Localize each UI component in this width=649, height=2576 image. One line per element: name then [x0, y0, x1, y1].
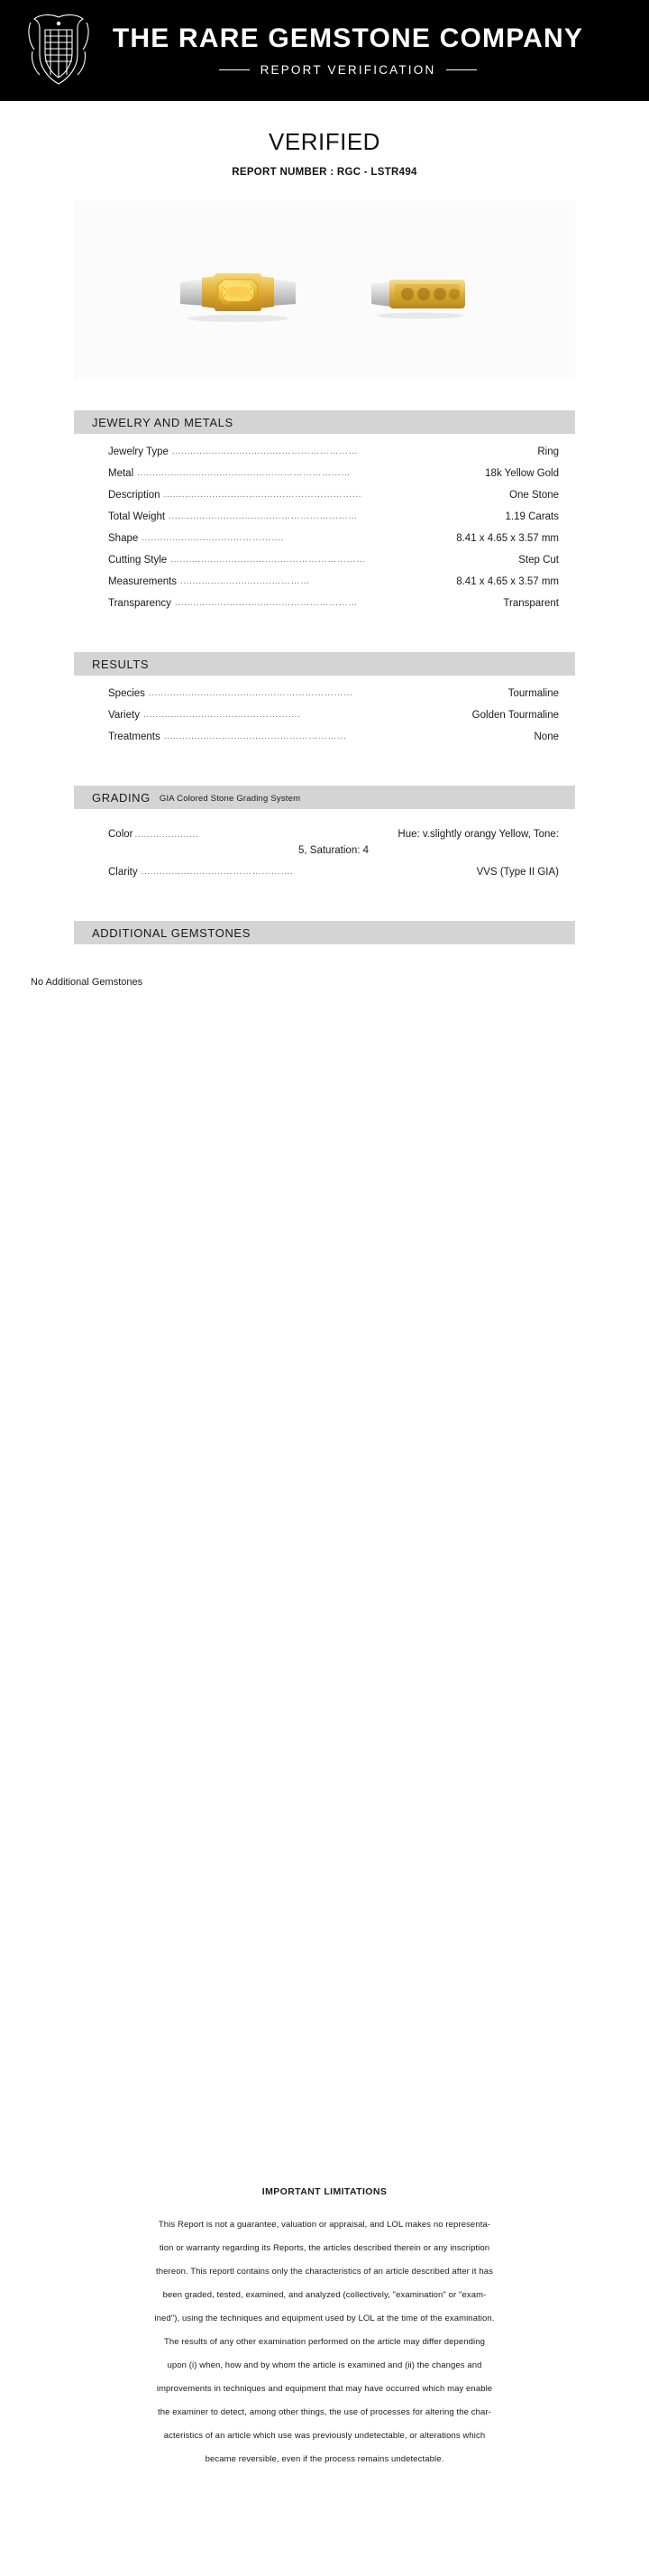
table-row: [74, 688, 575, 710]
table-row-clarity: [74, 867, 575, 888]
section-header-results: [74, 652, 575, 676]
heraldic-crest-icon: [23, 12, 94, 89]
rule-right: [446, 69, 477, 70]
limitations-line: became reversible, even if the process remains undetectable.: [205, 2454, 444, 2464]
row-dots: .....................................……………………: [169, 511, 358, 521]
row-label: Variety: [108, 710, 140, 721]
limitations-line: the examiner to detect, among other things, the use of processes for altering the char-: [158, 2407, 491, 2417]
header-subtitle-label: REPORT VERIFICATION: [260, 63, 436, 78]
results-rows: [74, 676, 575, 753]
spacer: [74, 620, 575, 652]
limitations-line: upon (i) when, how and by whom the article is examined and (ii) the changes and: [167, 2360, 482, 2370]
row-label: Species: [108, 688, 145, 699]
table-row: [74, 490, 575, 511]
verification-status-block: [0, 101, 649, 178]
table-row: [74, 533, 575, 555]
row-value: 8.41 x 4.65 x 3.57 mm: [456, 533, 559, 544]
section-title: GRADING: [92, 790, 151, 805]
table-row: [74, 576, 575, 598]
row-label: Shape: [108, 533, 139, 544]
table-row: [74, 468, 575, 490]
row-value: 18k Yellow Gold: [485, 468, 559, 479]
row-label: Color: [108, 829, 133, 840]
section-title: RESULTS: [92, 657, 150, 671]
table-row: [74, 511, 575, 533]
spacer: [74, 856, 575, 867]
limitations-line: This Report is not a guarantee, valuation or appraisal, and LOL makes no representa-: [158, 2220, 491, 2230]
row-label: Cutting Style: [108, 555, 168, 566]
row-value: 8.41 x 4.65 x 3.57 mm: [456, 576, 559, 587]
limitations-title: IMPORTANT LIMITATIONS: [261, 2186, 388, 2197]
header-subtitle: [106, 63, 590, 77]
row-value: Hue: v.slightly orangy Yellow, Tone:: [398, 829, 559, 840]
report-body: [31, 380, 575, 988]
table-row: [74, 598, 575, 620]
spacer: [74, 753, 575, 786]
row-value: Tourmaline: [507, 688, 559, 699]
report-header: [0, 0, 649, 101]
row-value: Ring: [537, 446, 559, 457]
limitations-line: ined"), using the techniques and equipment used by LOL at the time of the examination.: [154, 2314, 495, 2323]
header-text-block: [106, 24, 626, 78]
section-header-additional-gemstones: [74, 921, 575, 944]
row-label: Treatments: [108, 731, 160, 742]
row-label: Total Weight: [108, 511, 166, 522]
section-header-jewelry-and-metals: [74, 410, 575, 434]
row-dots: ...................................……………………: [174, 598, 358, 608]
limitations-line: The results of any other examination performed on the article may differ depending: [163, 2337, 486, 2347]
row-dots: ..............................…………: [180, 576, 310, 586]
row-dots: .....................: [134, 830, 199, 840]
row-value: VVS (Type II GIA): [476, 867, 559, 878]
limitations-line: improvements in techniques and equipment that may have occurred which may enable: [156, 2384, 493, 2394]
section-title: ADDITIONAL GEMSTONES: [92, 925, 251, 940]
rule-left: [219, 69, 250, 70]
row-label: Jewelry Type: [108, 446, 169, 457]
row-dots: ...................................…………….: [142, 710, 301, 720]
section-subtitle: GIA Colored Stone Grading System: [159, 793, 301, 804]
table-row: [74, 555, 575, 576]
grading-rows: [74, 809, 575, 888]
ring-photo-side: [368, 257, 474, 324]
status-badge: VERIFIED: [269, 128, 380, 155]
row-dots: .......................................……………………: [170, 555, 366, 565]
row-dots: ..............................…………….: [142, 533, 284, 543]
limitations-line: tion or warranty regarding its Reports, the articles described therein or any inscription: [159, 2243, 490, 2253]
limitations-line: been graded, tested, examined, and analyzed (collectively, "examination" or "exam-: [162, 2290, 487, 2300]
row-value: None: [534, 731, 559, 742]
limitations-line: thereon. This reportl contains only the characteristics of an article described after it has: [156, 2267, 493, 2277]
gemstone-photo-band: [74, 201, 575, 380]
table-row: [74, 710, 575, 731]
ring-photo-front: [175, 252, 301, 329]
row-value-continued: 5, Saturation: 4: [298, 845, 369, 856]
section-header-grading: [74, 786, 575, 809]
row-value: Golden Tourmaline: [471, 710, 559, 721]
row-dots: .............................................……………………: [137, 468, 351, 478]
table-row-color: [74, 829, 575, 840]
additional-gemstones-note: No Additional Gemstones: [31, 977, 143, 988]
row-value: Transparent: [503, 598, 559, 609]
important-limitations-block: [95, 2186, 554, 2471]
row-label: Clarity: [108, 867, 138, 878]
row-dots: ........................................……………………: [163, 490, 362, 500]
row-value: One Stone: [509, 490, 559, 501]
company-name: THE RARE GEMSTONE COMPANY: [112, 23, 584, 53]
row-label: Description: [108, 490, 160, 501]
report-number: REPORT NUMBER : RGC - LSTR494: [232, 167, 417, 178]
jewelry-and-metals-rows: [74, 434, 575, 620]
row-dots: ...................................……………………: [163, 731, 347, 741]
table-row: [74, 446, 575, 468]
row-dots: ....................................……………………: [171, 446, 359, 456]
row-label: Transparency: [108, 598, 171, 609]
limitations-line: acteristics of an article which use was previously undetectable, or alterations which: [163, 2431, 486, 2441]
spacer: [74, 888, 575, 921]
row-label: Measurements: [108, 576, 178, 587]
row-label: Metal: [108, 468, 134, 479]
row-dots: ...........................………………….: [141, 867, 294, 877]
section-title: JEWELRY AND METALS: [92, 415, 233, 429]
row-dots: ..........................................……………………: [148, 688, 353, 698]
row-value: 1.19 Carats: [505, 511, 559, 522]
table-row: [74, 731, 575, 753]
row-value: Step Cut: [518, 555, 559, 566]
